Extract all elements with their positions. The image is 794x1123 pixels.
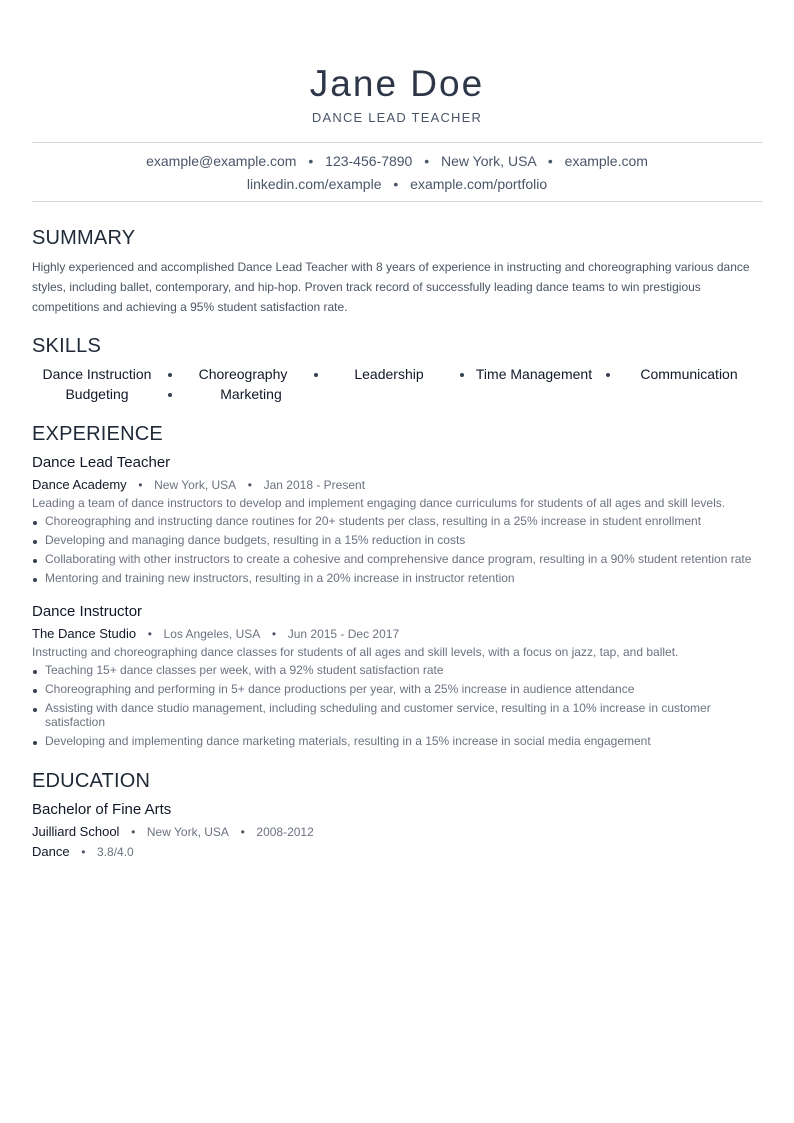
job-location: Los Angeles, USA	[163, 627, 261, 641]
contact-phone: 123-456-7890	[325, 153, 413, 169]
job-meta	[32, 625, 399, 643]
skills-row-2	[32, 385, 762, 405]
header-divider-top	[32, 142, 762, 143]
achievement-item: Assisting with dance studio management, including scheduling and customer service, resulting in a 10% increase in customer satisfaction	[32, 701, 762, 729]
meta-separator: •	[138, 478, 143, 492]
skill-separator	[314, 373, 318, 377]
contact-separator: •	[308, 153, 314, 169]
summary-text: Highly experienced and accomplished Dance Lead Teacher with 8 years of experience in instructing and choreographing various dance styles, including ballet, contemporary, and hip-hop. Proven track record of successfully leading dance teams to win prestigious competitions and achieving a 95% student satisfaction rate.	[32, 260, 750, 314]
achievement-item: Choreographing and instructing dance routines for 20+ students per class, resulting in a 25% increase in student enrollment	[32, 514, 762, 528]
skills-heading: SKILLS	[32, 335, 102, 357]
achievement-item: Developing and managing dance budgets, resulting in a 15% reduction in costs	[32, 533, 762, 547]
achievement-item: Choreographing and performing in 5+ dance productions per year, with a 25% increase in audience attendance	[32, 682, 762, 696]
summary-heading: SUMMARY	[32, 227, 136, 249]
skill-item: Choreography	[198, 366, 288, 382]
achievement-item: Teaching 15+ dance classes per week, with a 92% student satisfaction rate	[32, 663, 762, 677]
experience-heading: EXPERIENCE	[32, 423, 163, 445]
job-title: Dance Lead Teacher	[32, 454, 171, 471]
candidate-name: Jane Doe	[309, 63, 485, 104]
job-meta	[32, 476, 365, 494]
skill-item: Leadership	[354, 366, 424, 382]
contact-portfolio: example.com/portfolio	[410, 176, 548, 192]
contact-line-2	[32, 174, 762, 194]
skills-grid	[32, 365, 762, 405]
achievement-item: Mentoring and training new instructors, resulting in a 20% increase in instructor retention	[32, 571, 762, 585]
job-company: The Dance Studio	[32, 626, 137, 641]
job-description: Leading a team of dance instructors to develop and implement engaging dance curriculums for students of all ages and skill levels.	[32, 496, 726, 510]
skill-separator	[168, 373, 172, 377]
skill-item: Marketing	[220, 386, 282, 402]
meta-separator: •	[271, 627, 277, 641]
contact-email: example@example.com	[146, 153, 297, 169]
contact-linkedin: linkedin.com/example	[246, 176, 382, 192]
gpa: 3.8/4.0	[97, 845, 134, 859]
skill-item: Time Management	[475, 366, 593, 382]
contact-separator: •	[547, 153, 553, 169]
contact-line-1	[32, 151, 762, 171]
skill-separator	[168, 393, 172, 397]
job-achievements	[32, 514, 762, 590]
achievement-item: Collaborating with other instructors to create a cohesive and comprehensive dance program, resulting in a 90% student retention rate	[32, 552, 762, 566]
achievement-item: Developing and implementing dance marketing materials, resulting in a 15% increase in social media engagement	[32, 734, 762, 748]
candidate-title: DANCE LEAD TEACHER	[311, 110, 483, 125]
contact-website: example.com	[564, 153, 648, 169]
skill-item: Budgeting	[65, 386, 129, 402]
education-dates: 2008-2012	[256, 825, 314, 839]
job-dates: Jun 2015 - Dec 2017	[287, 627, 400, 641]
contact-separator: •	[424, 153, 430, 169]
skill-item: Dance Instruction	[42, 366, 152, 382]
skills-row-1	[32, 365, 762, 385]
job-achievements	[32, 663, 762, 753]
meta-separator: •	[131, 825, 136, 839]
meta-separator: •	[247, 478, 252, 492]
field-of-study: Dance	[32, 844, 70, 859]
skill-item: Communication	[640, 366, 738, 382]
school-name: Juilliard School	[32, 824, 120, 839]
education-field-line	[32, 843, 134, 861]
header-divider-bottom	[32, 201, 762, 202]
job-description: Instructing and choreographing dance classes for students of all ages and skill levels, with a focus on jazz, tap, and ballet.	[32, 645, 679, 659]
meta-separator: •	[240, 825, 245, 839]
school-location: New York, USA	[146, 825, 229, 839]
skill-separator	[460, 373, 464, 377]
education-heading: EDUCATION	[32, 770, 151, 792]
contact-separator: •	[393, 176, 399, 192]
contact-location: New York, USA	[441, 153, 536, 169]
job-title: Dance Instructor	[32, 603, 143, 620]
skill-separator	[606, 373, 610, 377]
job-dates: Jan 2018 - Present	[263, 478, 366, 492]
meta-separator: •	[81, 845, 86, 859]
meta-separator: •	[147, 627, 152, 641]
job-location: New York, USA	[154, 478, 237, 492]
education-meta	[32, 823, 314, 841]
job-company: Dance Academy	[32, 477, 127, 492]
degree-title: Bachelor of Fine Arts	[32, 801, 172, 818]
